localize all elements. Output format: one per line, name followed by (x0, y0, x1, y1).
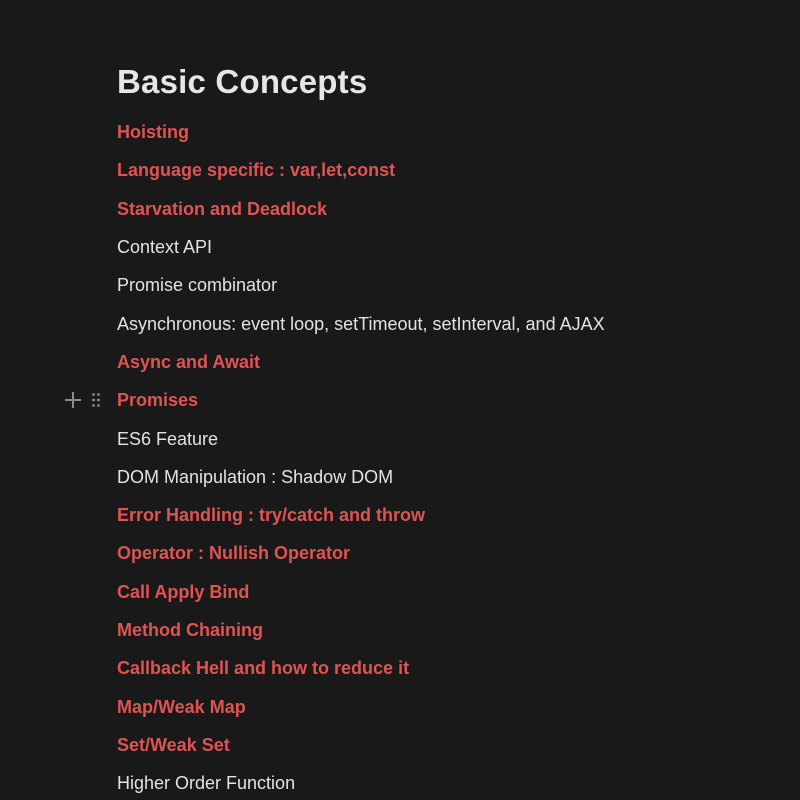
list-item[interactable] (117, 151, 777, 189)
list-item[interactable] (117, 573, 777, 611)
plus-icon[interactable] (65, 392, 81, 408)
list-item-label[interactable]: DOM Manipulation : Shadow DOM (117, 466, 394, 487)
list-item[interactable] (117, 266, 777, 304)
list-item-label[interactable]: Asynchronous: event loop, setTimeout, setInterval, and AJAX (117, 313, 605, 334)
list-item-label[interactable]: ES6 Feature (117, 428, 219, 449)
list-item-label[interactable]: Hoisting (117, 122, 189, 143)
list-item[interactable] (117, 304, 777, 342)
list-item[interactable] (117, 611, 777, 649)
list-item-label[interactable]: Starvation and Deadlock (117, 198, 328, 219)
list-item-label[interactable]: Language specific : var,let,const (117, 160, 396, 181)
list-item-label[interactable]: Call Apply Bind (117, 581, 250, 602)
list-item-label[interactable]: Method Chaining (117, 620, 263, 640)
list-item-label[interactable]: Operator : Nullish Operator (117, 543, 351, 564)
list-item-label[interactable]: Set/Weak Set (117, 734, 230, 755)
list-item-label[interactable]: Context API (117, 237, 213, 258)
list-item[interactable] (117, 190, 777, 228)
block-handles (65, 381, 101, 419)
list-item[interactable] (117, 113, 777, 151)
list-item[interactable] (117, 228, 777, 266)
list-item-label[interactable]: Error Handling : try/catch and throw (117, 505, 426, 526)
list-item[interactable] (117, 764, 777, 800)
list-item[interactable] (117, 496, 777, 534)
list-item-label[interactable]: Map/Weak Map (117, 696, 246, 717)
list-item[interactable] (117, 687, 777, 725)
list-item[interactable] (117, 343, 777, 381)
list-item[interactable] (117, 649, 777, 687)
list-item[interactable] (117, 381, 777, 419)
list-item[interactable] (117, 458, 777, 496)
list-item[interactable] (117, 419, 777, 457)
list-item-label[interactable]: Promise combinator (117, 275, 278, 296)
list-item[interactable] (117, 726, 777, 764)
list-item-label[interactable]: Higher Order Function (117, 773, 296, 794)
page-title[interactable]: Basic Concepts (117, 63, 368, 100)
list-item-label[interactable]: Async and Await (117, 351, 261, 372)
drag-handle-icon[interactable] (91, 392, 101, 408)
list-item-label[interactable]: Callback Hell and how to reduce it (117, 658, 410, 679)
list-item-label[interactable]: Promises (117, 390, 199, 411)
list-item[interactable] (117, 534, 777, 572)
concept-list (117, 113, 777, 800)
